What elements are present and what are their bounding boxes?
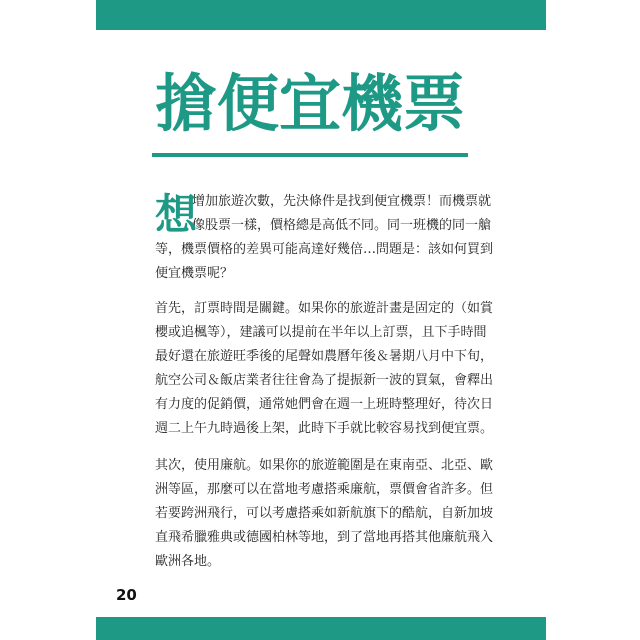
paragraph-line: 洲等區，那麼可以在當地考慮搭乘廉航，票價會省許多。但 — [155, 482, 494, 497]
intro-paragraph — [155, 190, 494, 286]
body-paragraph-timing — [155, 297, 494, 441]
paragraph-line: 週二上午九時過後上架，此時下手就比較容易找到便宜票。 — [155, 421, 494, 436]
paragraph-line: 最好還在旅遊旺季後的尾聲如農曆年後＆暑期八月中下旬， — [155, 349, 494, 364]
paragraph-line: 櫻或追楓等），建議可以提前在半年以上訂票，且下手時間 — [155, 325, 487, 340]
top-color-band — [96, 0, 546, 30]
intro-line: 增加旅遊次數，先決條件是找到便宜機票！而機票就 — [192, 194, 492, 209]
intro-line: 便宜機票呢？ — [155, 266, 234, 281]
paragraph-line: 若要跨洲飛行，可以考慮搭乘如新航旗下的酷航，自新加坡 — [155, 506, 494, 521]
page-number: 20 — [116, 586, 137, 604]
paragraph-line: 其次，使用廉航。如果你的旅遊範圍是在東南亞、北亞、歐 — [155, 458, 494, 473]
paragraph-line: 直飛希臘雅典或德國柏林等地，到了當地再搭其他廉航飛入 — [155, 530, 494, 545]
title-underline — [152, 153, 468, 157]
intro-line: 像股票一樣，價格總是高低不同。同一班機的同一艙 — [192, 218, 492, 233]
paragraph-line: 有力度的促銷價，通常她們會在週一上班時整理好，待次日 — [155, 397, 494, 412]
paragraph-line: 航空公司＆飯店業者往往會為了提振新一波的買氣，會釋出 — [155, 373, 494, 388]
drop-cap: 想 — [155, 190, 198, 239]
body-paragraph-budget-airlines — [155, 454, 494, 574]
page-title: 搶便宜機票 — [154, 67, 465, 140]
bottom-color-band — [96, 617, 546, 640]
intro-line: 等，機票價格的差異可能高達好幾倍…問題是：該如何買到 — [155, 242, 494, 257]
paragraph-line: 首先，訂票時間是關鍵。如果你的旅遊計畫是固定的（如賞 — [155, 301, 494, 316]
paragraph-line: 歐洲各地。 — [155, 554, 221, 569]
